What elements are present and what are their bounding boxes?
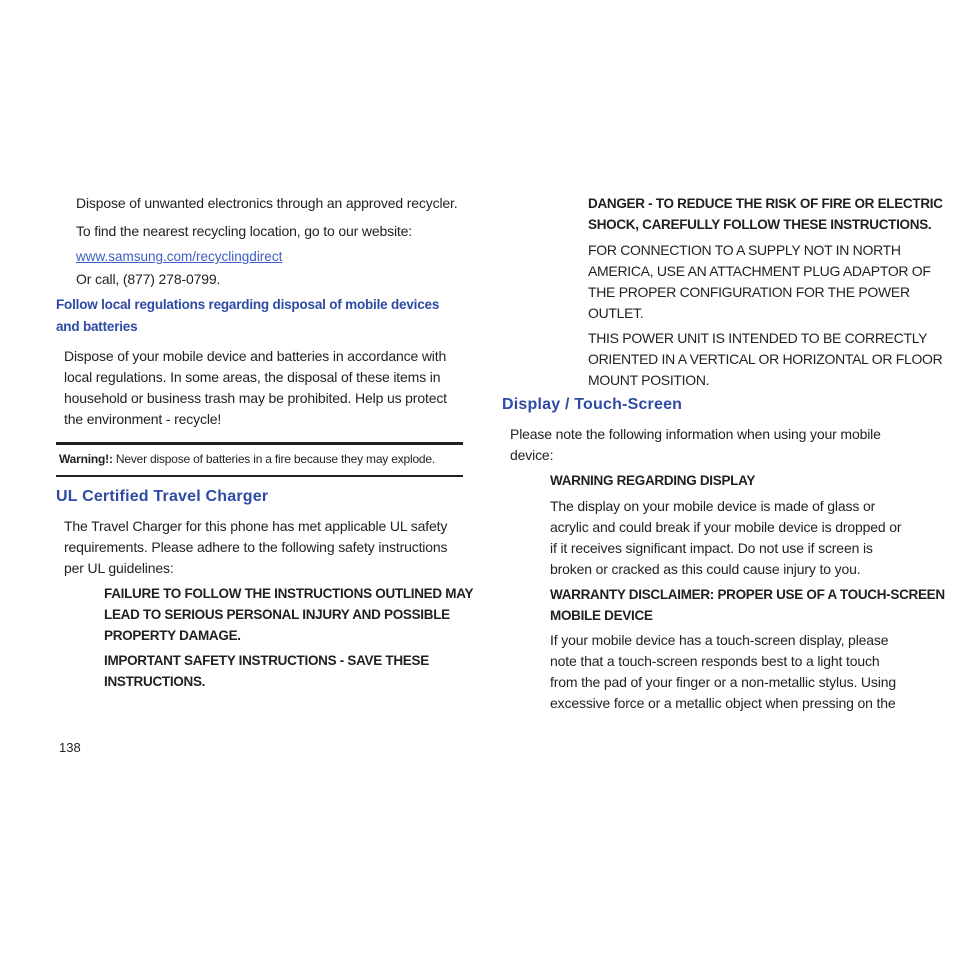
call-line: Or call, (877) 278-0799. <box>76 271 221 287</box>
regulations-line: Dispose of your mobile device and batteries in accordance with <box>64 348 447 364</box>
important-line: IMPORTANT SAFETY INSTRUCTIONS - SAVE THESE <box>104 653 429 668</box>
warranty-line: MOBILE DEVICE <box>550 608 653 623</box>
danger-notice <box>588 193 943 235</box>
failure-line: FAILURE TO FOLLOW THE INSTRUCTIONS OUTLINED MAY <box>104 586 474 601</box>
regulations-heading <box>56 294 439 338</box>
ul-line: per UL guidelines: <box>64 560 174 576</box>
display-body <box>550 496 901 580</box>
touch-body-line: If your mobile device has a touch-screen display, please <box>550 632 889 648</box>
danger-line: DANGER - TO REDUCE THE RISK OF FIRE OR ELECTRIC <box>588 196 943 211</box>
page-number: 138 <box>59 740 81 755</box>
ul-body <box>64 516 447 579</box>
warranty-line: WARRANTY DISCLAIMER: PROPER USE OF A TOUCH-SCREEN <box>550 587 945 602</box>
display-body-line: broken or cracked as this could cause injury to you. <box>550 561 861 577</box>
power-unit-line: ORIENTED IN A VERTICAL OR HORIZONTAL OR FLOOR <box>588 351 943 367</box>
touch-body-line: note that a touch-screen responds best to a light touch <box>550 653 880 669</box>
display-intro-line: Please note the following information when using your mobile <box>510 426 881 442</box>
failure-notice <box>104 583 473 646</box>
touch-body <box>550 630 896 714</box>
connection-line: THE PROPER CONFIGURATION FOR THE POWER <box>588 284 910 300</box>
intro-line-2: To find the nearest recycling location, go to our website: <box>76 223 413 239</box>
connection-line: AMERICA, USE AN ATTACHMENT PLUG ADAPTOR OF <box>588 263 931 279</box>
danger-line: SHOCK, CAREFULLY FOLLOW THESE INSTRUCTIONS. <box>588 217 932 232</box>
display-body-line: if it receives significant impact. Do not use if screen is <box>550 540 873 556</box>
warning-bottom-rule <box>56 475 463 477</box>
warning-note <box>59 451 435 467</box>
regulations-line: the environment - recycle! <box>64 411 222 427</box>
regulations-line: household or business trash may be prohibited. Help us protect <box>64 390 447 406</box>
regulations-heading-line-2: and batteries <box>56 319 138 334</box>
important-line: INSTRUCTIONS. <box>104 674 206 689</box>
power-unit-line: MOUNT POSITION. <box>588 372 710 388</box>
recycling-link[interactable]: www.samsung.com/recyclingdirect <box>76 249 283 264</box>
connection-line: FOR CONNECTION TO A SUPPLY NOT IN NORTH <box>588 242 901 258</box>
power-unit-notice <box>588 328 942 391</box>
display-body-line: acrylic and could break if your mobile device is dropped or <box>550 519 902 535</box>
ul-line: The Travel Charger for this phone has met applicable UL safety <box>64 518 448 534</box>
regulations-line: local regulations. In some areas, the disposal of these items in <box>64 369 441 385</box>
display-intro-line: device: <box>510 447 554 463</box>
display-body-line: The display on your mobile device is made of glass or <box>550 498 876 514</box>
display-intro <box>510 424 881 466</box>
connection-line: OUTLET. <box>588 305 644 321</box>
touch-body-line: from the pad of your finger or a non-metallic stylus. Using <box>550 674 896 690</box>
important-notice <box>104 650 429 692</box>
intro-line-1: Dispose of unwanted electronics through an approved recycler. <box>76 195 458 211</box>
display-heading: Display / Touch-Screen <box>502 396 683 413</box>
failure-line: PROPERTY DAMAGE. <box>104 628 241 643</box>
power-unit-line: THIS POWER UNIT IS INTENDED TO BE CORRECTLY <box>588 330 928 346</box>
connection-notice <box>588 240 931 324</box>
ul-line: requirements. Please adhere to the following safety instructions <box>64 539 448 555</box>
warning-display-heading: WARNING REGARDING DISPLAY <box>550 473 756 488</box>
warranty-heading <box>550 584 945 626</box>
warning-text: Never dispose of batteries in a fire because they may explode. <box>112 452 436 466</box>
ul-heading: UL Certified Travel Charger <box>56 488 269 505</box>
touch-body-line: excessive force or a metallic object when pressing on the <box>550 695 896 711</box>
regulations-body <box>64 346 447 430</box>
regulations-heading-line-1: Follow local regulations regarding disposal of mobile devices <box>56 297 440 312</box>
warning-top-rule <box>56 442 463 445</box>
failure-line: LEAD TO SERIOUS PERSONAL INJURY AND POSSIBLE <box>104 607 450 622</box>
warning-label: Warning!: <box>59 452 113 466</box>
